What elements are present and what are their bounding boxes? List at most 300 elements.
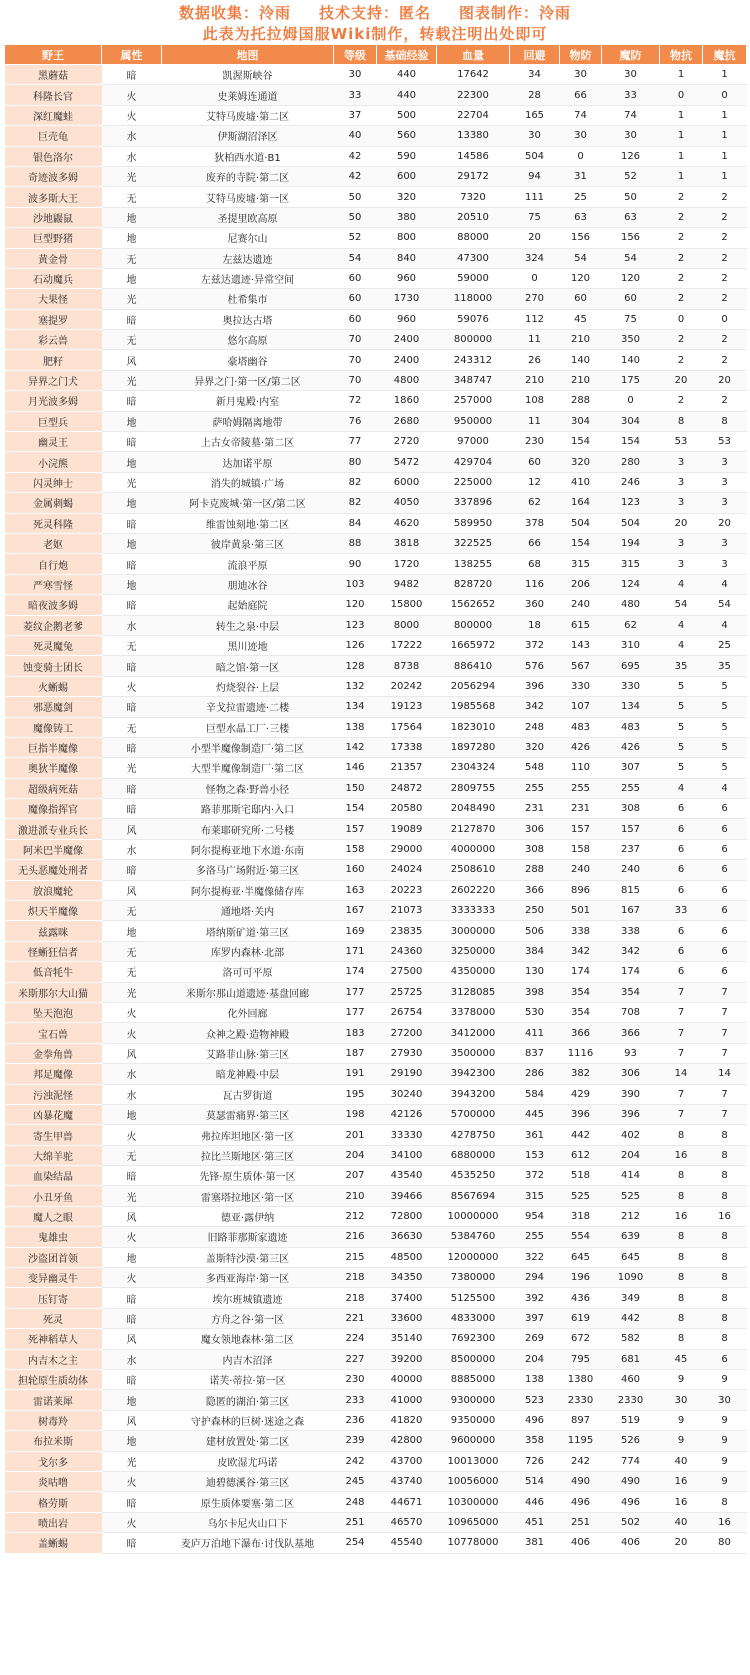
element-cell: 无: [102, 187, 162, 207]
hp-cell: 8567694: [437, 1186, 510, 1206]
map-cell: 达加诺平原: [162, 452, 334, 472]
level-cell: 157: [334, 819, 377, 839]
def-cell: 164: [560, 493, 602, 513]
boss-name-cell: 邪恶魔剑: [5, 697, 102, 717]
mag-res-cell: 8: [703, 1308, 747, 1328]
boss-name-cell: 格劳斯: [5, 1492, 102, 1512]
mag-res-cell: 8: [703, 1492, 747, 1512]
table-header-row: [5, 45, 747, 65]
map-cell: 黑川迹地: [162, 635, 334, 655]
def-cell: 672: [560, 1329, 602, 1349]
element-cell: 火: [102, 676, 162, 696]
table-row: [5, 187, 747, 207]
element-cell: 无: [102, 717, 162, 737]
base-exp-cell: 19089: [377, 819, 437, 839]
base-exp-cell: 34100: [377, 1145, 437, 1165]
element-cell: 风: [102, 1206, 162, 1226]
hp-cell: 1823010: [437, 717, 510, 737]
phys-res-cell: 4: [660, 635, 703, 655]
base-exp-cell: 20580: [377, 799, 437, 819]
element-cell: 暗: [102, 1492, 162, 1512]
boss-name-cell: 阿米巴半魔像: [5, 839, 102, 859]
element-cell: 暗: [102, 595, 162, 615]
hp-cell: 2056294: [437, 676, 510, 696]
level-cell: 221: [334, 1308, 377, 1328]
hp-cell: 88000: [437, 228, 510, 248]
boss-name-cell: 树毒羚: [5, 1410, 102, 1430]
map-cell: 雷塞塔拉地区·第一区: [162, 1186, 334, 1206]
table-row: [5, 126, 747, 146]
phys-res-cell: 6: [660, 819, 703, 839]
level-cell: 123: [334, 615, 377, 635]
element-cell: 水: [102, 615, 162, 635]
phys-res-cell: 0: [660, 309, 703, 329]
hp-cell: 2809755: [437, 778, 510, 798]
mdef-cell: 483: [602, 717, 660, 737]
mag-res-cell: 9: [703, 1431, 747, 1451]
level-cell: 198: [334, 1104, 377, 1124]
table-row: [5, 65, 747, 85]
phys-res-cell: 5: [660, 737, 703, 757]
mag-res-cell: 2: [703, 391, 747, 411]
level-cell: 84: [334, 513, 377, 533]
base-exp-cell: 2400: [377, 350, 437, 370]
mdef-cell: 194: [602, 533, 660, 553]
boss-name-cell: 巨型野猪: [5, 228, 102, 248]
level-cell: 52: [334, 228, 377, 248]
def-cell: 210: [560, 330, 602, 350]
mdef-cell: 406: [602, 1533, 660, 1553]
phys-res-cell: 16: [660, 1471, 703, 1491]
map-cell: 隐匿的湖泊·第三区: [162, 1390, 334, 1410]
mdef-cell: 174: [602, 962, 660, 982]
phys-res-cell: 6: [660, 839, 703, 859]
base-exp-cell: 2720: [377, 432, 437, 452]
phys-res-cell: 16: [660, 1145, 703, 1165]
phys-res-cell: 53: [660, 432, 703, 452]
level-cell: 90: [334, 554, 377, 574]
map-cell: 暗之馆·第一区: [162, 656, 334, 676]
base-exp-cell: 30240: [377, 1084, 437, 1104]
level-cell: 191: [334, 1064, 377, 1084]
mag-res-cell: 2: [703, 350, 747, 370]
mdef-cell: 212: [602, 1206, 660, 1226]
base-exp-cell: 17564: [377, 717, 437, 737]
mdef-cell: 74: [602, 105, 660, 125]
table-row: [5, 330, 747, 350]
hp-cell: 6880000: [437, 1145, 510, 1165]
def-cell: 645: [560, 1247, 602, 1267]
base-exp-cell: 37400: [377, 1288, 437, 1308]
table-row: [5, 574, 747, 594]
table-row: [5, 1349, 747, 1369]
flee-cell: 954: [510, 1206, 560, 1226]
element-cell: 水: [102, 1064, 162, 1084]
def-cell: 2330: [560, 1390, 602, 1410]
phys-res-cell: 2: [660, 207, 703, 227]
element-cell: 火: [102, 1471, 162, 1491]
map-cell: 杜希集市: [162, 289, 334, 309]
def-cell: 206: [560, 574, 602, 594]
element-cell: 火: [102, 105, 162, 125]
flee-cell: 384: [510, 941, 560, 961]
flee-cell: 445: [510, 1104, 560, 1124]
level-cell: 183: [334, 1023, 377, 1043]
base-exp-cell: 440: [377, 85, 437, 105]
map-cell: 先锋·原生质体·第一区: [162, 1166, 334, 1186]
def-cell: 158: [560, 839, 602, 859]
level-cell: 251: [334, 1512, 377, 1532]
flee-cell: 230: [510, 432, 560, 452]
def-cell: 354: [560, 982, 602, 1002]
mdef-cell: 582: [602, 1329, 660, 1349]
table-row: [5, 391, 747, 411]
element-cell: 水: [102, 1349, 162, 1369]
table-row: [5, 962, 747, 982]
level-cell: 242: [334, 1451, 377, 1471]
def-cell: 120: [560, 268, 602, 288]
level-cell: 207: [334, 1166, 377, 1186]
def-cell: 490: [560, 1471, 602, 1491]
level-cell: 40: [334, 126, 377, 146]
mag-res-cell: 2: [703, 207, 747, 227]
hp-cell: 47300: [437, 248, 510, 268]
hp-cell: 10056000: [437, 1471, 510, 1491]
mag-res-cell: 5: [703, 737, 747, 757]
table-row: [5, 615, 747, 635]
map-cell: 盖斯特沙漠·第三区: [162, 1247, 334, 1267]
boss-name-cell: 盖蜥蜴: [5, 1533, 102, 1553]
level-cell: 142: [334, 737, 377, 757]
boss-name-cell: 炽天半魔像: [5, 901, 102, 921]
boss-name-cell: 巨型兵: [5, 411, 102, 431]
map-cell: 左兹达遗迹: [162, 248, 334, 268]
phys-res-cell: 2: [660, 268, 703, 288]
base-exp-cell: 2400: [377, 330, 437, 350]
element-cell: 暗: [102, 737, 162, 757]
table-row: [5, 901, 747, 921]
element-cell: 火: [102, 1023, 162, 1043]
boss-name-cell: 奇迹波多姆: [5, 166, 102, 186]
hp-cell: 886410: [437, 656, 510, 676]
def-cell: 366: [560, 1023, 602, 1043]
table-row: [5, 166, 747, 186]
level-cell: 82: [334, 493, 377, 513]
table-row: [5, 472, 747, 492]
level-cell: 54: [334, 248, 377, 268]
hp-cell: 3943200: [437, 1084, 510, 1104]
level-cell: 177: [334, 1002, 377, 1022]
map-cell: 拉比兰斯地区·第三区: [162, 1145, 334, 1165]
flee-cell: 68: [510, 554, 560, 574]
boss-name-cell: 月光波多姆: [5, 391, 102, 411]
base-exp-cell: 24024: [377, 860, 437, 880]
mag-res-cell: 2: [703, 228, 747, 248]
mdef-cell: 156: [602, 228, 660, 248]
table-row: [5, 1308, 747, 1328]
element-cell: 暗: [102, 1288, 162, 1308]
boss-name-cell: 压钉寄: [5, 1288, 102, 1308]
boss-name-cell: 深红魔蛙: [5, 105, 102, 125]
base-exp-cell: 8738: [377, 656, 437, 676]
table-row: [5, 411, 747, 431]
mdef-cell: 30: [602, 126, 660, 146]
boss-name-cell: 科隆长官: [5, 85, 102, 105]
mdef-cell: 175: [602, 370, 660, 390]
hp-cell: 1665972: [437, 635, 510, 655]
flee-cell: 210: [510, 370, 560, 390]
boss-name-cell: 银色洛尔: [5, 146, 102, 166]
table-row: [5, 268, 747, 288]
mdef-cell: 681: [602, 1349, 660, 1369]
base-exp-cell: 960: [377, 268, 437, 288]
level-cell: 201: [334, 1125, 377, 1145]
def-cell: 156: [560, 228, 602, 248]
level-cell: 204: [334, 1145, 377, 1165]
element-cell: 无: [102, 901, 162, 921]
mag-res-cell: 5: [703, 676, 747, 696]
base-exp-cell: 45540: [377, 1533, 437, 1553]
element-cell: 无: [102, 330, 162, 350]
map-cell: 多洛马广场附近·第三区: [162, 860, 334, 880]
flee-cell: 372: [510, 1166, 560, 1186]
boss-name-cell: 雷诺莱犀: [5, 1390, 102, 1410]
table-row: [5, 1206, 747, 1226]
mdef-cell: 695: [602, 656, 660, 676]
hp-cell: 3500000: [437, 1043, 510, 1063]
mag-res-cell: 35: [703, 656, 747, 676]
mag-res-cell: 3: [703, 452, 747, 472]
phys-res-cell: 8: [660, 1268, 703, 1288]
mdef-cell: 460: [602, 1370, 660, 1390]
mag-res-cell: 80: [703, 1533, 747, 1553]
phys-res-cell: 2: [660, 350, 703, 370]
mdef-cell: 774: [602, 1451, 660, 1471]
flee-cell: 496: [510, 1410, 560, 1430]
map-cell: 莫瑟雷痛界·第三区: [162, 1104, 334, 1124]
element-cell: 暗: [102, 860, 162, 880]
mag-res-cell: 6: [703, 901, 747, 921]
table-row: [5, 595, 747, 615]
hp-cell: 3333333: [437, 901, 510, 921]
phys-res-cell: 4: [660, 615, 703, 635]
mdef-cell: 815: [602, 880, 660, 900]
level-cell: 82: [334, 472, 377, 492]
map-cell: 彼岸黄泉·第三区: [162, 533, 334, 553]
map-cell: 多西亚海岸·第一区: [162, 1268, 334, 1288]
level-cell: 245: [334, 1471, 377, 1491]
level-cell: 248: [334, 1492, 377, 1512]
table-row: [5, 1370, 747, 1390]
table-row: [5, 1125, 747, 1145]
def-cell: 240: [560, 860, 602, 880]
mdef-cell: 62: [602, 615, 660, 635]
hp-cell: 337896: [437, 493, 510, 513]
flee-cell: 504: [510, 146, 560, 166]
map-cell: 原生质体要塞·第二区: [162, 1492, 334, 1512]
hp-cell: 348747: [437, 370, 510, 390]
phys-res-cell: 8: [660, 1288, 703, 1308]
flee-cell: 270: [510, 289, 560, 309]
level-cell: 77: [334, 432, 377, 452]
map-cell: 埃尔班城镇遗迹: [162, 1288, 334, 1308]
map-cell: 灼烧裂谷·上层: [162, 676, 334, 696]
mdef-cell: 140: [602, 350, 660, 370]
element-cell: 暗: [102, 1166, 162, 1186]
base-exp-cell: 39466: [377, 1186, 437, 1206]
boss-name-cell: 激进派专业兵长: [5, 819, 102, 839]
level-cell: 212: [334, 1206, 377, 1226]
base-exp-cell: 27500: [377, 962, 437, 982]
base-exp-cell: 500: [377, 105, 437, 125]
table-row: [5, 146, 747, 166]
map-cell: 路菲那斯宅邸内·入口: [162, 799, 334, 819]
element-cell: 暗: [102, 697, 162, 717]
level-cell: 154: [334, 799, 377, 819]
col-flee: 回避: [510, 45, 560, 65]
flee-cell: 358: [510, 1431, 560, 1451]
level-cell: 218: [334, 1288, 377, 1308]
element-cell: 风: [102, 1410, 162, 1430]
phys-res-cell: 7: [660, 1043, 703, 1063]
mag-res-cell: 8: [703, 1268, 747, 1288]
boss-name-cell: 闪灵绅士: [5, 472, 102, 492]
level-cell: 70: [334, 370, 377, 390]
table-row: [5, 941, 747, 961]
mag-res-cell: 1: [703, 146, 747, 166]
table-row: [5, 1002, 747, 1022]
phys-res-cell: 3: [660, 452, 703, 472]
def-cell: 554: [560, 1227, 602, 1247]
base-exp-cell: 29000: [377, 839, 437, 859]
def-cell: 110: [560, 758, 602, 778]
level-cell: 33: [334, 85, 377, 105]
hp-cell: 10778000: [437, 1533, 510, 1553]
def-cell: 320: [560, 452, 602, 472]
table-row: [5, 493, 747, 513]
boss-name-cell: 菱纹企鹅老爹: [5, 615, 102, 635]
base-exp-cell: 320: [377, 187, 437, 207]
base-exp-cell: 17222: [377, 635, 437, 655]
def-cell: 1195: [560, 1431, 602, 1451]
mdef-cell: 60: [602, 289, 660, 309]
def-cell: 140: [560, 350, 602, 370]
map-cell: 废弃的寺院·第二区: [162, 166, 334, 186]
base-exp-cell: 35140: [377, 1329, 437, 1349]
mag-res-cell: 8: [703, 1247, 747, 1267]
boss-name-cell: 无头恶魔处刑者: [5, 860, 102, 880]
table-row: [5, 799, 747, 819]
flee-cell: 726: [510, 1451, 560, 1471]
table-row: [5, 1390, 747, 1410]
base-exp-cell: 46570: [377, 1512, 437, 1532]
tech-credit: 技术支持：匿名: [318, 4, 431, 22]
phys-res-cell: 1: [660, 166, 703, 186]
hp-cell: 10000000: [437, 1206, 510, 1226]
map-cell: 异界之门·第一区/第二区: [162, 370, 334, 390]
base-exp-cell: 4800: [377, 370, 437, 390]
def-cell: 896: [560, 880, 602, 900]
phys-res-cell: 7: [660, 1023, 703, 1043]
phys-res-cell: 20: [660, 513, 703, 533]
base-exp-cell: 2680: [377, 411, 437, 431]
boss-name-cell: 变异幽灵牛: [5, 1268, 102, 1288]
level-cell: 158: [334, 839, 377, 859]
boss-name-cell: 米斯那尔大山猫: [5, 982, 102, 1002]
mag-res-cell: 3: [703, 533, 747, 553]
map-cell: 迪碧德溪谷·第三区: [162, 1471, 334, 1491]
map-cell: 塔纳斯矿道·第三区: [162, 921, 334, 941]
phys-res-cell: 40: [660, 1451, 703, 1471]
flee-cell: 378: [510, 513, 560, 533]
level-cell: 233: [334, 1390, 377, 1410]
mag-res-cell: 9: [703, 1471, 747, 1491]
def-cell: 342: [560, 941, 602, 961]
def-cell: 619: [560, 1308, 602, 1328]
def-cell: 1380: [560, 1370, 602, 1390]
element-cell: 光: [102, 758, 162, 778]
def-cell: 396: [560, 1104, 602, 1124]
table-row: [5, 982, 747, 1002]
mag-res-cell: 0: [703, 309, 747, 329]
map-cell: 圣提里欧高原: [162, 207, 334, 227]
base-exp-cell: 43700: [377, 1451, 437, 1471]
map-cell: 小型半魔像制造厂·第二区: [162, 737, 334, 757]
mag-res-cell: 1: [703, 166, 747, 186]
map-cell: 化外回廊: [162, 1002, 334, 1022]
boss-name-cell: 魔人之眼: [5, 1206, 102, 1226]
flee-cell: 451: [510, 1512, 560, 1532]
table-row: [5, 737, 747, 757]
phys-res-cell: 6: [660, 921, 703, 941]
flee-cell: 62: [510, 493, 560, 513]
def-cell: 504: [560, 513, 602, 533]
boss-name-cell: 宝石兽: [5, 1023, 102, 1043]
element-cell: 水: [102, 126, 162, 146]
level-cell: 42: [334, 166, 377, 186]
def-cell: 255: [560, 778, 602, 798]
boss-name-cell: 血染结晶: [5, 1166, 102, 1186]
mag-res-cell: 30: [703, 1390, 747, 1410]
mdef-cell: 414: [602, 1166, 660, 1186]
hp-cell: 17642: [437, 65, 510, 85]
map-cell: 怪物之森·野兽小径: [162, 778, 334, 798]
hp-cell: 1985568: [437, 697, 510, 717]
level-cell: 218: [334, 1268, 377, 1288]
mag-res-cell: 2: [703, 268, 747, 288]
table-row: [5, 676, 747, 696]
element-cell: 地: [102, 574, 162, 594]
base-exp-cell: 1720: [377, 554, 437, 574]
hp-cell: 8885000: [437, 1370, 510, 1390]
flee-cell: 306: [510, 819, 560, 839]
boss-name-cell: 金属刺蝎: [5, 493, 102, 513]
hp-cell: 3378000: [437, 1002, 510, 1022]
hp-cell: 4535250: [437, 1166, 510, 1186]
def-cell: 174: [560, 962, 602, 982]
hp-cell: 2048490: [437, 799, 510, 819]
base-exp-cell: 23835: [377, 921, 437, 941]
map-cell: 新月鬼殿·内室: [162, 391, 334, 411]
boss-name-cell: 布拉米斯: [5, 1431, 102, 1451]
table-row: [5, 309, 747, 329]
mdef-cell: 93: [602, 1043, 660, 1063]
level-cell: 227: [334, 1349, 377, 1369]
data-credit: 数据收集：泠雨: [178, 4, 291, 22]
phys-res-cell: 1: [660, 126, 703, 146]
phys-res-cell: 6: [660, 860, 703, 880]
mdef-cell: 308: [602, 799, 660, 819]
